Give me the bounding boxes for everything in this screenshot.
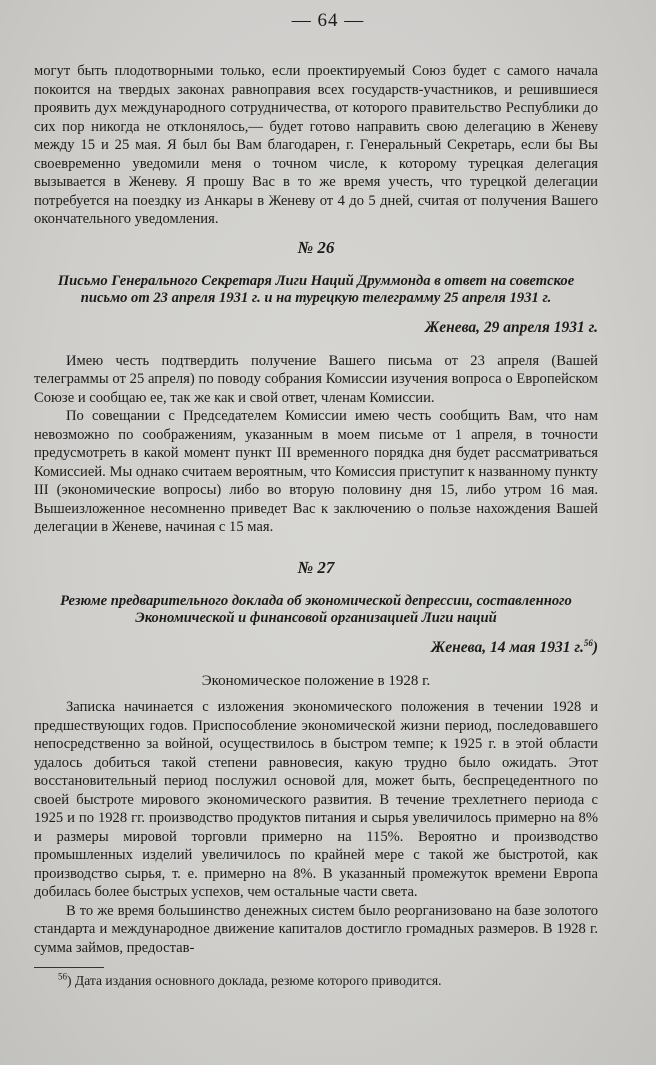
footnote-mark: 56 [58, 971, 67, 982]
footnote-text: ) Дата издания основного доклада, резюме которого приводится. [67, 973, 442, 988]
document-heading-26: Письмо Генерального Секретаря Лиги Наций Друммонда в ответ на советское письмо от 23 апреля 1931 г. и на турецкую телеграмму 25 апреля 1931 г. [57, 273, 575, 306]
footnote [34, 972, 598, 989]
document-heading-27: Резюме предварительного доклада об экономической депрессии, составленного Экономической и финансовой организацией Лиги наций [60, 593, 572, 626]
continued-paragraph: могут быть плодотворными только, если проектируемый Союз будет с самого начала покоится на твердых законах равноправия всех государств-участников, и решившиеся проявить дух международного сотрудничества, от которого правительство Республики до сих пор никогда не отклонялось,— будет готово направить свою делегацию в Женеву между 15 и 25 мая. Я был бы Вам благодарен, г. Генеральный Секретарь, если бы Вы своевременно уведомили меня о точном числе, к которому турецкая делегация вызывается в Женеву. Я прошу Вас в то же время учесть, что турецкой делегации потребуется на поездку из Анкары в Женеву от 4 до 5 дней, считая от получения Вашего окончательного уведомления. [34, 63, 598, 227]
document-number-26: № 26 [297, 237, 335, 257]
footnote-ref-56: 56 [583, 637, 593, 648]
dateline-27-close: ) [592, 639, 598, 656]
doc27-paragraph-1: Записка начинается с изложения экономического положения в течении 1928 и предшествующих годов. Приспособление экономической жизни период, последовавшего непосредственно за войной, осуществилось в быстром темпе; к 1925 г. в этой области удалось добиться такой степени равновесия, какую трудно было ожидать. Этот восстановительный период послужил основой для, может быть, беспрецедентного по своей быстроте мирового экономического развития. В течение трехлетнего периода с 1925 и по 1928 гг. производство продуктов питания и сырья увеличилось примерно на 8% и размеры мировой торговли примерно на 115%. Вероятно и производство промышленных изделий увеличилось по крайней мере с такой же быстротой, как производство сырья, т. е. примерно на 8%. В указанный промежуток времени Европа добилась более быстрых успехов, чем остальные части света. [34, 699, 598, 900]
section-title: Экономическое положение в 1928 г. [201, 672, 431, 689]
dateline-26: Женева, 29 апреля 1931 г. [425, 319, 598, 336]
page-content [34, 62, 598, 989]
doc26-paragraph-1: Имею честь подтвердить получение Вашего письма от 23 апреля (Вашей телеграммы от 25 апреля) по поводу собрания Комиссии изучения вопроса о Европейском Союзе и сообщаю ее, так же как и свой ответ, членам Комиссии. [34, 352, 598, 406]
dateline-27-text: Женева, 14 мая 1931 г. [431, 639, 584, 656]
doc27-paragraph-2: В то же время большинство денежных систем было реорганизовано на базе золотого стандарта и международное движение капиталов достигло громадных размеров. В 1928 г. сумма займов, предостав- [34, 902, 598, 956]
footnote-rule [34, 967, 104, 968]
dateline-27 [34, 639, 598, 658]
doc26-paragraph-2: По совещании с Председателем Комиссии имею честь сообщить Вам, что нам невозможно по соображениям, указанным в моем письме от 1 апреля, в точности предусмотреть в какой момент пункт III временного порядка дня будет рассматриваться Комиссией. Мы однако считаем вероятным, что Комиссия приступит к названному пункту III (экономические вопросы) либо во вторую половину дня 15, либо утром 16 мая. Вышеизложенное несомненно приведет Вас к заключению о пользе нахождения Вашей делегации в Женеве, начиная с 15 мая. [34, 408, 598, 535]
document-number-27: № 27 [297, 557, 335, 577]
page-number: — 64 — [291, 10, 365, 31]
